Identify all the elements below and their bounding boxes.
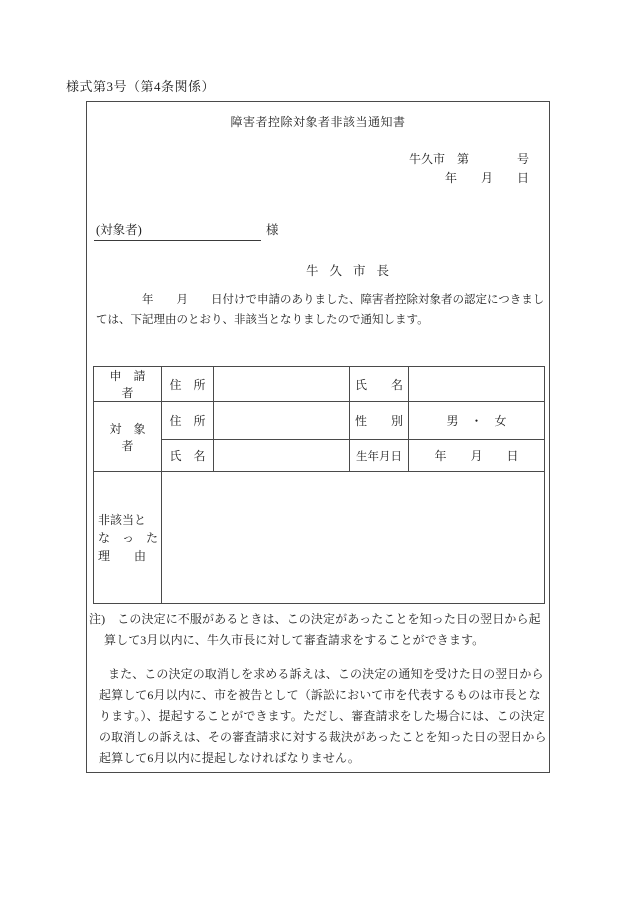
applicant-name-value-cell: [409, 367, 545, 402]
notification-box: [86, 101, 550, 773]
subject-address-value-cell: [214, 402, 350, 440]
addressee-underline: [94, 220, 261, 241]
reason-label-cell: [94, 472, 162, 604]
subject-birthdate-label-cell: 生年月日: [350, 440, 409, 472]
reason-label-line-1: 非該当と: [98, 512, 147, 527]
subject-name-label-cell: 氏 名: [162, 440, 214, 472]
note-marker: 注): [89, 612, 106, 626]
issuance-block: [409, 150, 549, 188]
reason-value-cell: [162, 472, 545, 604]
applicant-address-label-cell: 住 所: [162, 367, 214, 402]
form-number: 様式第3号（第4条関係）: [66, 79, 216, 94]
issuer-title: 牛久市長: [306, 264, 401, 278]
addressee-label: (対象者): [96, 223, 142, 237]
reason-row: [94, 472, 545, 604]
body-paragraph: 年 月 日付けで申請のありました、障害者控除対象者の認定につきましては、下記理由のとおり、非該当となりましたので通知します。: [96, 294, 545, 326]
reason-label-line-2: な っ た: [98, 530, 159, 545]
issuance-date-line: 年 月 日: [444, 171, 529, 185]
note-paragraph-2: また、この決定の取消しを求める訴えは、この決定の通知を受けた日の翌日から起算して6月以内に、市を被告として（訴訟において市を代表するものは市長となります。）、提起することができます。ただし、審査請求をした場合には、この決定の取消しの訴えは、その審査請求に対する裁決があったことを知った日の翌日から起算して6月以内に提起しなければなりません。: [99, 667, 547, 765]
subject-row-1: [94, 402, 545, 440]
subject-label-cell: 対 象 者: [94, 402, 162, 472]
applicant-row: [94, 367, 545, 402]
document-title: 障害者控除対象者非該当通知書: [230, 115, 406, 129]
applicant-label-cell: 申 請 者: [94, 367, 162, 402]
subject-address-label-cell: 住 所: [162, 402, 214, 440]
note-paragraph-1-text: この決定に不服があるときは、この決定があったことを知った日の翌日から起算して3月以内に、牛久市長に対して審査請求をすることができます。: [104, 612, 541, 647]
subject-birthdate-value-cell: 年 月 日: [409, 440, 545, 472]
applicant-name-label-cell: 氏 名: [350, 367, 409, 402]
note-paragraph-1: [89, 609, 548, 651]
subject-name-value-cell: [214, 440, 350, 472]
issuance-number-line: 牛久市 第 号: [408, 152, 529, 166]
applicant-address-value-cell: [214, 367, 350, 402]
addressee-honorific: 様: [266, 223, 279, 237]
subject-sex-label-cell: 性 別: [350, 402, 409, 440]
reason-label-line-3: 理 由: [98, 548, 147, 563]
subject-row-2: [94, 440, 545, 472]
notes-section: [89, 609, 548, 769]
applicant-subject-table: [93, 366, 545, 604]
subject-sex-value-cell: 男 ・ 女: [409, 402, 545, 440]
addressee-line: [94, 220, 279, 241]
